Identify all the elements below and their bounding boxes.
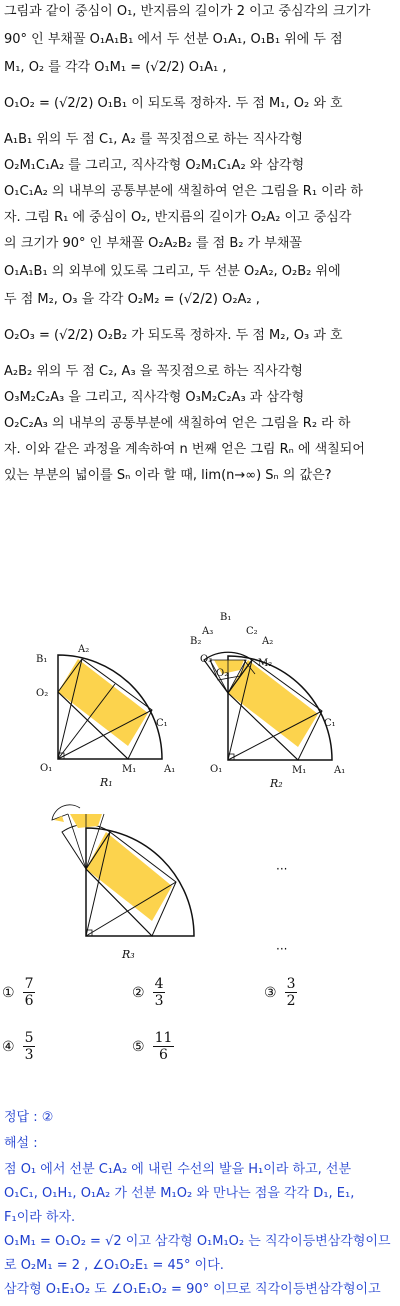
label-m1: M₁ xyxy=(122,764,137,775)
label-c1: C₁ xyxy=(156,718,168,729)
problem-line: O₂O₃ = (√2/2) O₂B₂ 가 되도록 정하자. 두 점 M₂, O₃ 과 호 xyxy=(4,328,343,343)
problem-line: 90° 인 부채꼴 O₁A₁B₁ 에서 두 선분 O₁A₁, O₁B₁ 위에 두 점 xyxy=(4,32,343,47)
solution-line: F₁이라 하자. xyxy=(4,1210,76,1225)
problem-line: 의 크기가 90° 인 부채꼴 O₂A₂B₂ 를 점 B₂ 가 부채꼴 xyxy=(4,236,302,251)
choice-4-den: 3 xyxy=(24,1047,34,1063)
solution-line: O₁M₁ = O₁O₂ = √2 이고 삼각형 O₁M₁O₂ 는 직각이등변삼각형이므 xyxy=(4,1234,391,1249)
choice-4-mark: ④ xyxy=(2,1038,15,1055)
choice-5-num: 11 xyxy=(154,1030,173,1046)
label-o3: O₃ xyxy=(200,654,213,665)
choice-1[interactable] xyxy=(2,976,35,1009)
figure-r1 xyxy=(30,622,200,787)
figure-r3 xyxy=(44,790,224,965)
problem-line: O₃M₂C₂A₃ 을 그리고, 직사각형 O₃M₂C₂A₃ 과 삼각형 xyxy=(4,390,305,405)
label-b2: B₂ xyxy=(190,636,202,647)
label-a1: A₁ xyxy=(164,764,176,775)
choice-2-den: 3 xyxy=(154,993,164,1009)
problem-line: 그림과 같이 중심이 O₁, 반지름의 길이가 2 이고 중심각의 크기가 xyxy=(4,4,371,19)
label-a1: A₁ xyxy=(334,765,346,776)
choice-1-den: 6 xyxy=(24,993,34,1009)
choice-3-den: 2 xyxy=(286,993,296,1009)
choice-2-mark: ② xyxy=(132,984,145,1001)
problem-line: O₁C₁A₂ 의 내부의 공통부분에 색칠하여 얻은 그림을 R₁ 이라 하 xyxy=(4,184,363,199)
choice-2[interactable] xyxy=(132,976,165,1009)
solution-line: 로 O₂M₁ = 2 , ∠O₁O₂E₁ = 45° 이다. xyxy=(4,1258,224,1273)
problem-line: O₁A₁B₁ 의 외부에 있도록 그리고, 두 선분 O₂A₂, O₂B₂ 위에 xyxy=(4,264,341,279)
problem-line: 자. 그림 R₁ 에 중심이 O₂, 반지름의 길이가 O₂A₂ 이고 중심각 xyxy=(4,210,352,225)
label-a3: A₃ xyxy=(202,626,214,637)
label-b1: B₁ xyxy=(36,654,48,665)
solution-line: 점 O₁ 에서 선분 C₁A₂ 에 내린 수선의 발을 H₁이라 하고, 선분 xyxy=(4,1162,352,1177)
ellipsis-1: ··· xyxy=(276,862,288,876)
label-a2: A₂ xyxy=(78,644,90,655)
choice-1-num: 7 xyxy=(24,976,34,992)
problem-line: A₁B₁ 위의 두 점 C₁, A₂ 를 꼭짓점으로 하는 직사각형 xyxy=(4,132,303,147)
label-c2: C₂ xyxy=(246,626,258,637)
caption-r2: R₂ xyxy=(270,777,283,790)
problem-line: 자. 이와 같은 과정을 계속하여 n 번째 얻은 그림 Rₙ 에 색칠되어 xyxy=(4,442,365,457)
caption-r1: R₁ xyxy=(100,776,113,789)
choice-5[interactable] xyxy=(132,1030,174,1063)
label-m2: M₂ xyxy=(258,658,273,669)
shaded-region-1 xyxy=(86,832,172,921)
ellipsis-2: ··· xyxy=(276,942,288,956)
choice-3-mark: ③ xyxy=(264,984,277,1001)
problem-line: O₂C₂A₃ 의 내부의 공통부분에 색칠하여 얻은 그림을 R₂ 라 하 xyxy=(4,416,351,431)
label-o1: O₁ xyxy=(40,763,53,774)
problem-line: 두 점 M₂, O₃ 을 각각 O₂M₂ = (√2/2) O₂A₂ , xyxy=(4,292,260,307)
solution-line: 삼각형 O₁E₁O₂ 도 ∠O₁E₁O₂ = 90° 이므로 직각이등변삼각형이고 xyxy=(4,1282,381,1297)
label-c1: C₁ xyxy=(324,718,336,729)
label-o1: O₁ xyxy=(210,764,223,775)
problem-line: A₂B₂ 위의 두 점 C₂, A₃ 을 꼭짓점으로 하는 직사각형 xyxy=(4,364,303,379)
choice-3-num: 3 xyxy=(286,976,296,992)
label-m1: M₁ xyxy=(292,765,307,776)
solution-line: O₁C₁, O₁H₁, O₁A₂ 가 선분 M₁O₂ 와 만나는 점을 각각 D₁, E₁, xyxy=(4,1186,355,1201)
problem-line: O₂M₁C₁A₂ 를 그리고, 직사각형 O₂M₁C₁A₂ 와 삼각형 xyxy=(4,158,305,173)
choice-2-num: 4 xyxy=(154,976,164,992)
label-b1: B₁ xyxy=(220,612,232,623)
label-o2: O₂ xyxy=(216,668,229,679)
solution-heading: 해설 : xyxy=(4,1136,38,1151)
label-o2: O₂ xyxy=(36,688,49,699)
choice-5-mark: ⑤ xyxy=(132,1038,145,1055)
figure-r2 xyxy=(190,608,400,790)
choice-5-den: 6 xyxy=(159,1047,168,1063)
answer-line: 정답 : ② xyxy=(4,1110,54,1125)
choice-3[interactable] xyxy=(264,976,297,1009)
choice-4[interactable] xyxy=(2,1030,35,1063)
problem-line: 있는 부분의 넓이를 Sₙ 이라 할 때, lim(n→∞) Sₙ 의 값은? xyxy=(4,468,332,483)
problem-line: O₁O₂ = (√2/2) O₁B₁ 이 되도록 정하자. 두 점 M₁, O₂ 와 호 xyxy=(4,96,343,111)
problem-line: M₁, O₂ 를 각각 O₁M₁ = (√2/2) O₁A₁ , xyxy=(4,60,227,75)
caption-r3: R₃ xyxy=(122,948,135,961)
choice-1-mark: ① xyxy=(2,984,15,1001)
choice-4-num: 5 xyxy=(24,1030,34,1046)
label-a2: A₂ xyxy=(262,636,274,647)
